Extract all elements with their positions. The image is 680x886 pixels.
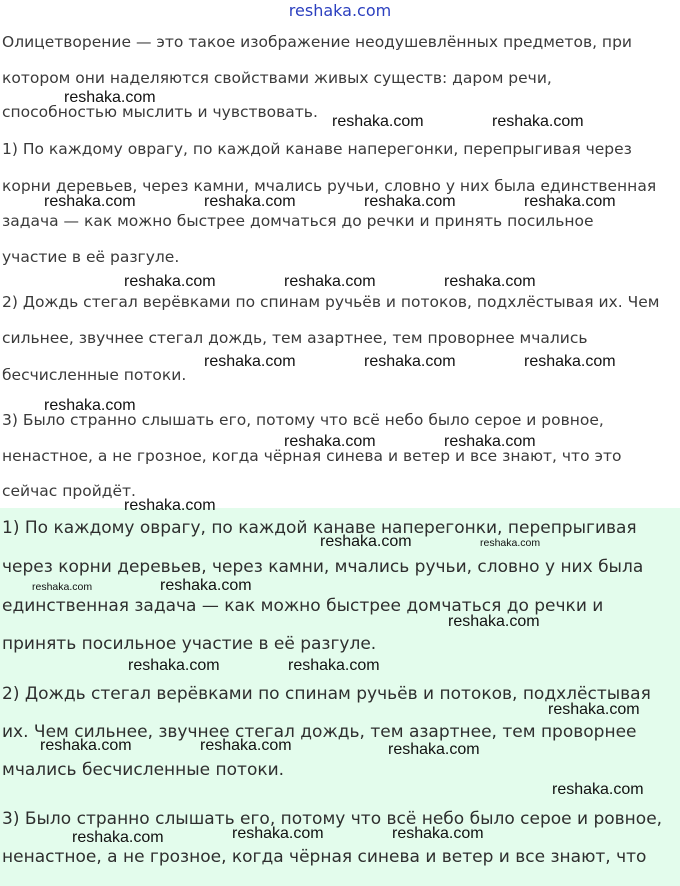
answer-line: через корни деревьев, через камни, мчались ручьи, словно у них была bbox=[2, 557, 644, 577]
watermark-text: reshaka.com bbox=[492, 113, 584, 130]
watermark-text: reshaka.com bbox=[284, 273, 376, 290]
watermark-text: reshaka.com bbox=[64, 89, 156, 106]
watermark-text: reshaka.com bbox=[288, 657, 380, 674]
watermark-text: reshaka.com bbox=[232, 825, 324, 842]
site-header-link[interactable]: reshaka.com bbox=[288, 1, 392, 20]
watermark-text: reshaka.com bbox=[40, 737, 132, 754]
watermark-text: reshaka.com bbox=[32, 581, 93, 593]
intro-line: способностью мыслить и чувствовать. bbox=[2, 103, 318, 121]
watermark-text: reshaka.com bbox=[320, 533, 412, 550]
watermark-text: reshaka.com bbox=[448, 613, 540, 630]
watermark-text: reshaka.com bbox=[128, 657, 220, 674]
watermark-text: reshaka.com bbox=[480, 537, 541, 549]
watermark-text: reshaka.com bbox=[72, 829, 164, 846]
answer-line: ненастное, а не грозное, когда чёрная синева и ветер и все знают, что bbox=[2, 847, 647, 867]
watermark-text: reshaka.com bbox=[364, 353, 456, 370]
task-line: 3) Было странно слышать его, потому что всё небо было серое и ровное, bbox=[2, 411, 604, 429]
intro-line: Олицетворение — это такое изображение неодушевлённых предметов, при bbox=[2, 33, 632, 51]
answer-line: мчались бесчисленные потоки. bbox=[2, 760, 285, 780]
task-line: сейчас пройдёт. bbox=[2, 482, 136, 500]
task-line: сильнее, звучнее стегал дождь, тем азартнее, тем проворнее мчались bbox=[2, 329, 588, 347]
answer-line: единственная задача — как можно быстрее домчаться до речки и bbox=[2, 596, 604, 616]
watermark-text: reshaka.com bbox=[284, 433, 376, 450]
watermark-text: reshaka.com bbox=[332, 113, 424, 130]
watermark-text: reshaka.com bbox=[204, 353, 296, 370]
watermark-text: reshaka.com bbox=[444, 273, 536, 290]
watermark-text: reshaka.com bbox=[124, 497, 216, 514]
answer-line: 1) По каждому оврагу, по каждой канаве наперегонки, перепрыгивая bbox=[2, 518, 637, 538]
watermark-text: reshaka.com bbox=[548, 701, 640, 718]
task-line: участие в её разгуле. bbox=[2, 248, 180, 266]
watermark-text: reshaka.com bbox=[444, 433, 536, 450]
task-line: бесчисленные потоки. bbox=[2, 366, 187, 384]
watermark-text: reshaka.com bbox=[200, 737, 292, 754]
task-line: ненастное, а не грозное, когда чёрная синева и ветер и все знают, что это bbox=[2, 447, 622, 465]
watermark-text: reshaka.com bbox=[44, 397, 136, 414]
watermark-text: reshaka.com bbox=[392, 825, 484, 842]
watermark-text: reshaka.com bbox=[364, 193, 456, 210]
watermark-text: reshaka.com bbox=[124, 273, 216, 290]
watermark-text: reshaka.com bbox=[204, 193, 296, 210]
watermark-text: reshaka.com bbox=[524, 353, 616, 370]
watermark-text: reshaka.com bbox=[524, 193, 616, 210]
answer-line: 3) Было странно слышать его, потому что всё небо было серое и ровное, bbox=[2, 809, 663, 829]
task-line: корни деревьев, через камни, мчались ручьи, словно у них была единственная bbox=[2, 177, 657, 195]
task-line: 2) Дождь стегал верёвками по спинам ручьёв и потоков, подхлёстывая их. Чем bbox=[2, 293, 660, 311]
watermark-text: reshaka.com bbox=[160, 577, 252, 594]
watermark-text: reshaka.com bbox=[44, 193, 136, 210]
answer-line: принять посильное участие в её разгуле. bbox=[2, 634, 377, 654]
answer-line: их. Чем сильнее, звучнее стегал дождь, тем азартнее, тем проворнее bbox=[2, 722, 637, 742]
watermark-text: reshaka.com bbox=[388, 741, 480, 758]
watermark-text: reshaka.com bbox=[552, 781, 644, 798]
task-line: задача — как можно быстрее домчаться до речки и принять посильное bbox=[2, 212, 594, 230]
intro-line: котором они наделяются свойствами живых существ: даром речи, bbox=[2, 69, 552, 87]
task-line: 1) По каждому оврагу, по каждой канаве наперегонки, перепрыгивая через bbox=[2, 140, 632, 158]
answer-line: 2) Дождь стегал верёвками по спинам ручьёв и потоков, подхлёстывая bbox=[2, 684, 651, 704]
